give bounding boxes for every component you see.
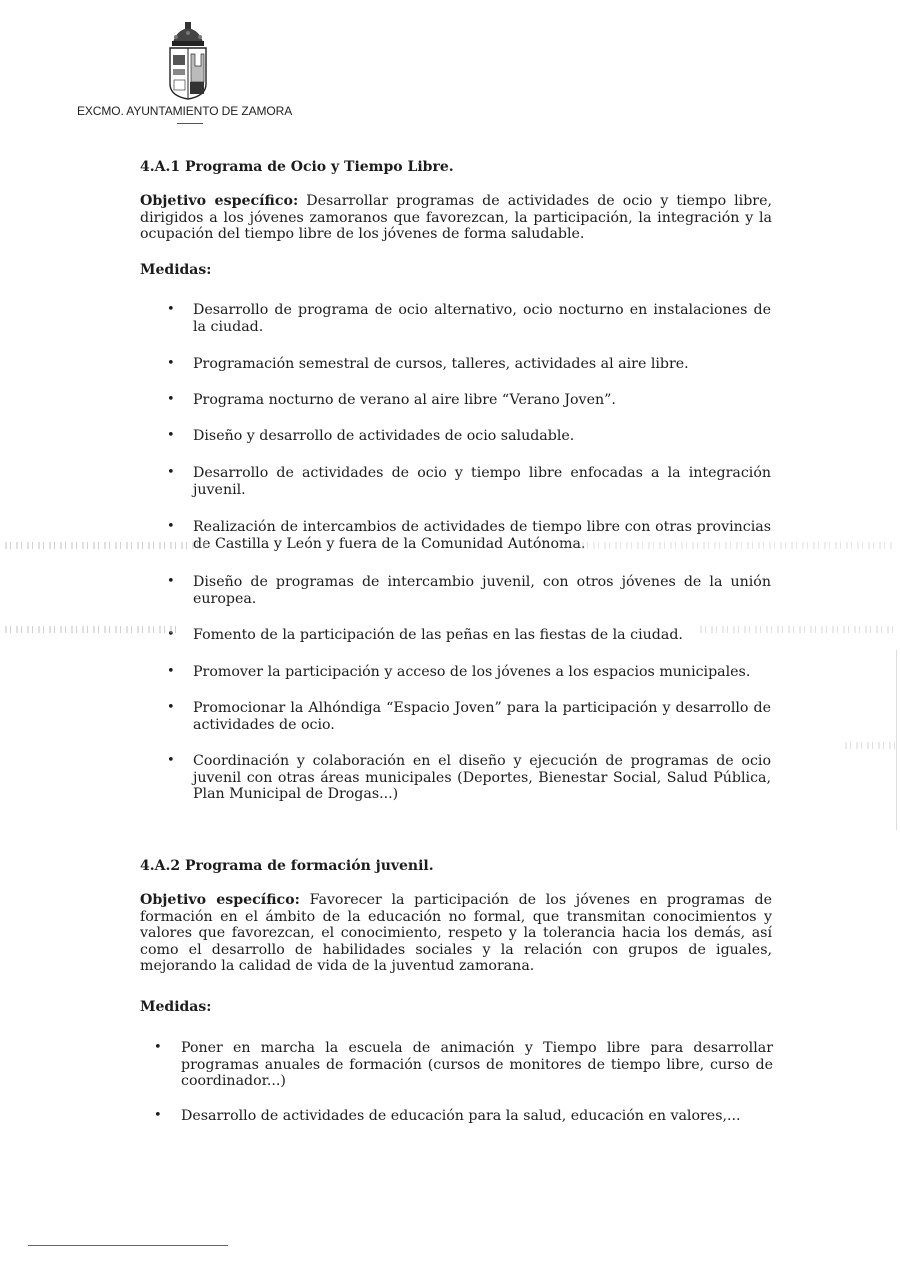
- scan-noise: [560, 542, 895, 549]
- list-item: • Promocionar la Alhóndiga “Espacio Joven” para la participación y desarrollo de actividades de ocio.: [167, 700, 771, 733]
- objective-paragraph: [140, 193, 772, 243]
- list-item: • Realización de intercambios de actividades de tiempo libre con otras provincias de Castilla y León y fuera de la Comunidad Autónoma.: [167, 519, 771, 552]
- list-item: • Poner en marcha la escuela de animación y Tiempo libre para desarrollar programas anuales de formación (cursos de monitores de tiempo libre, curso de coordinador...): [154, 1040, 773, 1089]
- measures-label: Medidas:: [140, 262, 212, 278]
- bullet-icon: •: [167, 627, 175, 642]
- bullet-icon: •: [167, 465, 175, 480]
- bullet-icon: •: [167, 664, 175, 679]
- scan-noise: [700, 626, 895, 633]
- bullet-icon: •: [167, 574, 175, 589]
- objective-label: Objetivo específico:: [140, 892, 300, 908]
- objective-paragraph: [140, 892, 772, 975]
- list-item: • Diseño de programas de intercambio juvenil, con otros jóvenes de la unión europea.: [167, 574, 771, 607]
- list-item: • Desarrollo de programa de ocio alternativo, ocio nocturno en instalaciones de la ciudad.: [167, 302, 771, 335]
- list-item: • Fomento de la participación de las peñas en las fiestas de la ciudad.: [167, 627, 683, 643]
- scan-noise: [845, 742, 895, 749]
- organization-name: EXCMO. AYUNTAMIENTO DE ZAMORA: [77, 104, 293, 118]
- bullet-icon: •: [167, 700, 175, 715]
- bullet-icon: •: [167, 392, 175, 407]
- footer-rule: [28, 1245, 228, 1246]
- list-item: • Coordinación y colaboración en el diseño y ejecución de programas de ocio juvenil con otras áreas municipales (Deportes, Bienestar Social, Salud Pública, Plan Municipal de Drogas...): [167, 753, 771, 802]
- bullet-icon: •: [167, 519, 175, 534]
- list-item: • Programa nocturno de verano al aire libre “Verano Joven”.: [167, 392, 616, 408]
- bullet-icon: •: [167, 753, 175, 768]
- list-item: • Desarrollo de actividades de educación para la salud, educación en valores,...: [154, 1108, 741, 1124]
- objective-text: Desarrollar programas de actividades de ocio y tiempo libre, dirigidos a los jóvenes zamoranos que favorezcan, la participación, la integración y la ocupación del tiempo libre de los jóvenes de forma saludable.: [140, 193, 772, 242]
- header-underline: [177, 123, 203, 124]
- bullet-icon: •: [167, 356, 175, 371]
- scan-noise: [5, 542, 205, 549]
- bullet-icon: •: [154, 1040, 162, 1055]
- section-title: 4.A.2 Programa de formación juvenil.: [140, 858, 434, 874]
- list-item: • Promover la participación y acceso de los jóvenes a los espacios municipales.: [167, 664, 751, 680]
- bullet-icon: •: [154, 1108, 162, 1123]
- scan-noise: [5, 626, 180, 633]
- bullet-icon: •: [167, 428, 175, 443]
- list-item: • Programación semestral de cursos, talleres, actividades al aire libre.: [167, 356, 689, 372]
- objective-label: Objetivo específico:: [140, 193, 299, 209]
- section-title: 4.A.1 Programa de Ocio y Tiempo Libre.: [140, 159, 454, 175]
- objective-text: Favorecer la participación de los jóvenes en programas de formación en el ámbito de la educación no formal, que transmitan conocimientos y valores que favorezcan, el conocimiento, respeto y la tolerancia hacia los demás, así como el desarrollo de habilidades sociales y la relación con grupos de iguales, mejorando la calidad de vida de la juventud zamorana.: [140, 892, 772, 974]
- measures-label: Medidas:: [140, 999, 212, 1015]
- list-item: • Diseño y desarrollo de actividades de ocio saludable.: [167, 428, 575, 444]
- page-edge: [896, 650, 897, 830]
- zamora-coat-of-arms-icon: [163, 22, 213, 100]
- bullet-icon: •: [167, 302, 175, 317]
- list-item: • Desarrollo de actividades de ocio y tiempo libre enfocadas a la integración juvenil.: [167, 465, 771, 498]
